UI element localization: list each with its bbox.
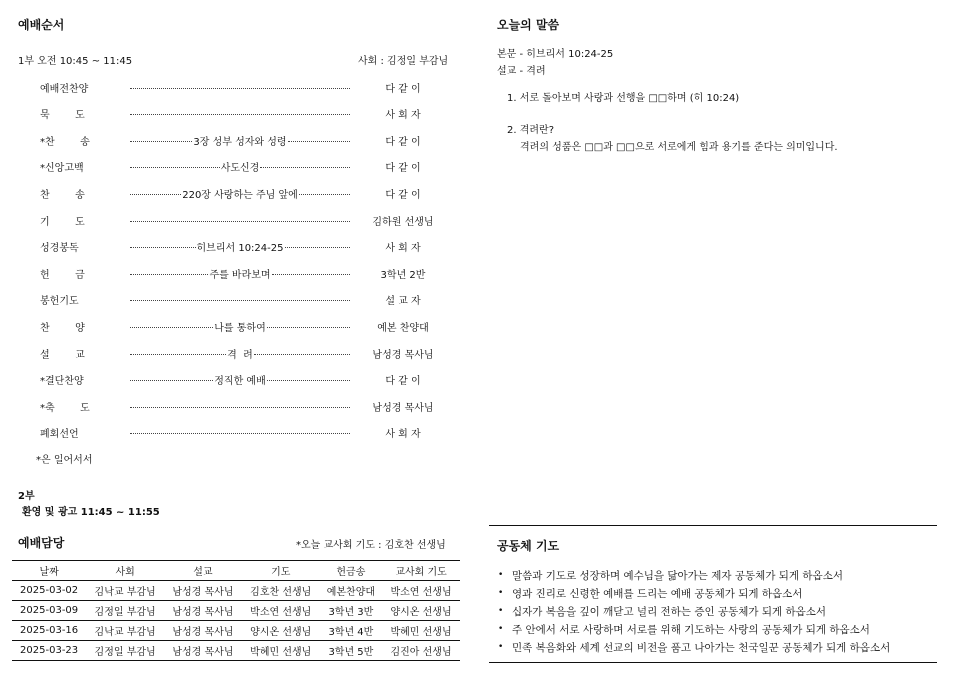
order-item-name: 성경봉독 <box>40 243 79 255</box>
order-row <box>40 106 460 122</box>
order-leader-dots <box>130 405 350 408</box>
table-cell: 김낙교 부감님 <box>94 627 156 638</box>
table-cell: 2025-03-02 <box>20 585 79 596</box>
order-row <box>40 425 460 441</box>
order-leader-dots <box>130 346 350 361</box>
dot-leader <box>267 327 350 328</box>
duty-header-cell: 교사회 기도 <box>395 567 447 578</box>
order-row <box>40 345 460 361</box>
table-cell: 2025-03-09 <box>20 605 79 616</box>
duty-header-cell: 사회 <box>115 567 135 578</box>
dot-leader <box>288 141 350 142</box>
duty-header-cell: 헌금송 <box>336 567 366 578</box>
table-cell: 2025-03-16 <box>20 625 79 636</box>
order-item-name: 기 도 <box>40 216 85 228</box>
order-item-detail: 3장 성부 성자와 성령 <box>193 136 287 148</box>
order-item-person: 사 회 자 <box>385 429 421 441</box>
dot-leader <box>130 141 192 142</box>
point-2-detail: 격려의 성품은 □□과 □□으로 서로에게 힘과 용기를 준다는 의미입니다. <box>520 142 838 153</box>
table-cell: 3학년 4반 <box>328 627 374 638</box>
scripture-line: 본문 - 히브리서 10:24-25 <box>497 49 614 60</box>
dot-leader <box>130 433 350 434</box>
table-cell: 박소연 선생님 <box>250 607 312 618</box>
dot-leader <box>130 221 350 222</box>
prayer-text: 주 안에서 서로 사랑하며 서로를 위해 기도하는 사랑의 공동체가 되게 하옵소서 <box>512 623 870 636</box>
table-cell: 3학년 5반 <box>328 647 374 658</box>
order-leader-dots <box>130 372 350 387</box>
table-cell: 김진아 선생님 <box>390 647 452 658</box>
table-row <box>12 581 460 601</box>
prayer-text: 말씀과 기도로 성장하며 예수님을 닮아가는 제자 공동체가 되게 하옵소서 <box>512 569 843 582</box>
order-leader-dots <box>130 112 350 115</box>
duty-title: 예배담당 <box>18 536 65 550</box>
order-item-detail: 사도신경 <box>220 163 260 175</box>
order-leader-dots <box>130 319 350 334</box>
table-cell: 예본찬양대 <box>326 587 376 598</box>
part1-time: 1부 오전 10:45 ~ 11:45 <box>18 56 133 67</box>
table-cell: 남성경 목사님 <box>172 587 234 598</box>
bullet-icon: • <box>498 606 504 616</box>
dot-leader <box>130 407 350 408</box>
order-item-detail: 격 려 <box>227 349 253 361</box>
order-item-name: 묵 도 <box>40 110 85 122</box>
table-cell: 3학년 3반 <box>328 607 374 618</box>
dot-leader <box>254 354 350 355</box>
order-leader-dots <box>130 159 350 174</box>
order-leader-dots <box>130 266 350 281</box>
table-cell: 김호찬 선생님 <box>250 587 312 598</box>
table-cell: 양시온 선생님 <box>390 607 452 618</box>
order-row <box>40 79 460 95</box>
order-item-name: *축 도 <box>40 402 90 414</box>
order-item-name: *결단찬양 <box>40 376 84 388</box>
order-item-name: 봉헌기도 <box>40 296 79 308</box>
order-title: 예배순서 <box>18 18 65 32</box>
order-item-detail: 나를 통하여 <box>214 322 266 334</box>
point-2: 2. 격려란? <box>507 125 555 136</box>
table-cell: 2025-03-23 <box>20 645 79 656</box>
list-item <box>498 584 890 602</box>
order-item-person: 남성경 목사님 <box>372 349 434 361</box>
table-cell: 남성경 목사님 <box>172 607 234 618</box>
prayer-text: 십자가 복음을 깊이 깨닫고 널리 전하는 증인 공동체가 되게 하옵소서 <box>512 605 827 618</box>
order-item-name: 헌 금 <box>40 269 85 281</box>
order-item-name: 예배전찬양 <box>40 83 89 95</box>
order-leader-dots <box>130 186 350 201</box>
divider-bottom <box>489 662 937 663</box>
table-row <box>12 641 460 661</box>
order-item-name: 폐회선언 <box>40 429 79 441</box>
order-item-name: 찬 송 <box>40 189 85 201</box>
order-item-person: 다 같 이 <box>385 189 421 201</box>
table-cell: 남성경 목사님 <box>172 647 234 658</box>
part2-time: 환영 및 광고 11:45 ~ 11:55 <box>22 507 160 518</box>
bullet-icon: • <box>498 642 504 652</box>
order-row <box>40 318 460 334</box>
dot-leader <box>130 114 350 115</box>
table-cell: 박소연 선생님 <box>390 587 452 598</box>
order-leader-dots <box>130 86 350 89</box>
duty-table <box>12 560 460 661</box>
point-1: 1. 서로 돌아보며 사랑과 선행을 □□하며 (히 10:24) <box>507 93 740 104</box>
order-item-detail: 히브리서 10:24-25 <box>196 243 284 255</box>
dot-leader <box>130 354 226 355</box>
duty-body <box>12 581 460 661</box>
divider-top <box>489 525 937 526</box>
duty-header-cell: 설교 <box>193 567 213 578</box>
bullet-icon: • <box>498 588 504 598</box>
duty-header-cell: 기도 <box>271 567 291 578</box>
order-leader-dots <box>130 298 350 301</box>
order-row <box>40 372 460 388</box>
order-row <box>40 132 460 148</box>
order-row <box>40 159 460 175</box>
order-item-person: 예본 찬양대 <box>377 322 429 334</box>
order-row <box>40 398 460 414</box>
table-cell: 김정일 부감님 <box>94 647 156 658</box>
word-title: 오늘의 말씀 <box>497 18 560 32</box>
order-row <box>40 292 460 308</box>
dot-leader <box>130 167 220 168</box>
prayer-list <box>498 566 890 656</box>
sermon-line: 설교 - 격려 <box>497 66 546 77</box>
dot-leader <box>130 194 181 195</box>
order-row <box>40 185 460 201</box>
order-row <box>40 265 460 281</box>
dot-leader <box>285 247 351 248</box>
order-item-person: 남성경 목사님 <box>372 402 434 414</box>
dot-leader <box>299 194 350 195</box>
table-cell: 김정일 부감님 <box>94 607 156 618</box>
table-cell: 박혜민 선생님 <box>250 647 312 658</box>
order-item-person: 설 교 자 <box>385 296 421 308</box>
dot-leader <box>130 88 350 89</box>
order-item-name: *신앙고백 <box>40 163 84 175</box>
order-leader-dots <box>130 219 350 222</box>
list-item <box>498 602 890 620</box>
duty-header-row <box>12 561 460 581</box>
order-item-person: 사 회 자 <box>385 243 421 255</box>
order-leader-dots <box>130 133 350 148</box>
dot-leader <box>130 274 208 275</box>
part2-label: 2부 <box>18 491 35 502</box>
dot-leader <box>260 167 350 168</box>
order-item-name: *찬 송 <box>40 136 90 148</box>
dot-leader <box>130 380 213 381</box>
order-item-detail: 주를 바라보며 <box>209 269 271 281</box>
order-item-person: 다 같 이 <box>385 163 421 175</box>
list-item <box>498 566 890 584</box>
prayer-title: 공동체 기도 <box>497 539 560 553</box>
dot-leader <box>130 247 196 248</box>
prayer-text: 영과 진리로 신령한 예배를 드리는 예배 공동체가 되게 하옵소서 <box>512 587 803 600</box>
order-item-detail: 220장 사랑하는 주님 앞에 <box>182 189 298 201</box>
bullet-icon: • <box>498 570 504 580</box>
order-row <box>40 239 460 255</box>
order-item-person: 김하원 선생님 <box>372 216 434 228</box>
order-item-person: 다 같 이 <box>385 83 421 95</box>
order-item-name: 설 교 <box>40 349 85 361</box>
order-item-person: 3학년 2반 <box>380 269 426 281</box>
dot-leader <box>130 327 213 328</box>
dot-leader <box>267 380 350 381</box>
table-cell: 김낙교 부감님 <box>94 587 156 598</box>
dot-leader <box>130 300 350 301</box>
table-row <box>12 621 460 641</box>
order-item-person: 다 같 이 <box>385 376 421 388</box>
order-row <box>40 212 460 228</box>
duty-note: *오늘 교사회 기도 : 김호찬 선생님 <box>296 540 446 551</box>
prayer-text: 민족 복음화와 세계 선교의 비전을 품고 나아가는 천국일꾼 공동체가 되게 하옵소서 <box>512 641 891 654</box>
table-cell: 박혜민 선생님 <box>390 627 452 638</box>
stand-note: *은 일어서서 <box>36 455 93 466</box>
list-item <box>498 638 890 656</box>
dot-leader <box>272 274 350 275</box>
table-cell: 남성경 목사님 <box>172 627 234 638</box>
bullet-icon: • <box>498 624 504 634</box>
order-item-name: 찬 양 <box>40 322 85 334</box>
table-row <box>12 601 460 621</box>
order-leader-dots <box>130 431 350 434</box>
order-leader-dots <box>130 239 350 254</box>
part1-host: 사회 : 김정일 부감님 <box>358 56 449 67</box>
order-item-detail: 정직한 예배 <box>214 376 266 388</box>
duty-header-cell: 날짜 <box>39 567 59 578</box>
table-cell: 양시온 선생님 <box>250 627 312 638</box>
list-item <box>498 620 890 638</box>
order-item-person: 사 회 자 <box>385 110 421 122</box>
order-item-person: 다 같 이 <box>385 136 421 148</box>
